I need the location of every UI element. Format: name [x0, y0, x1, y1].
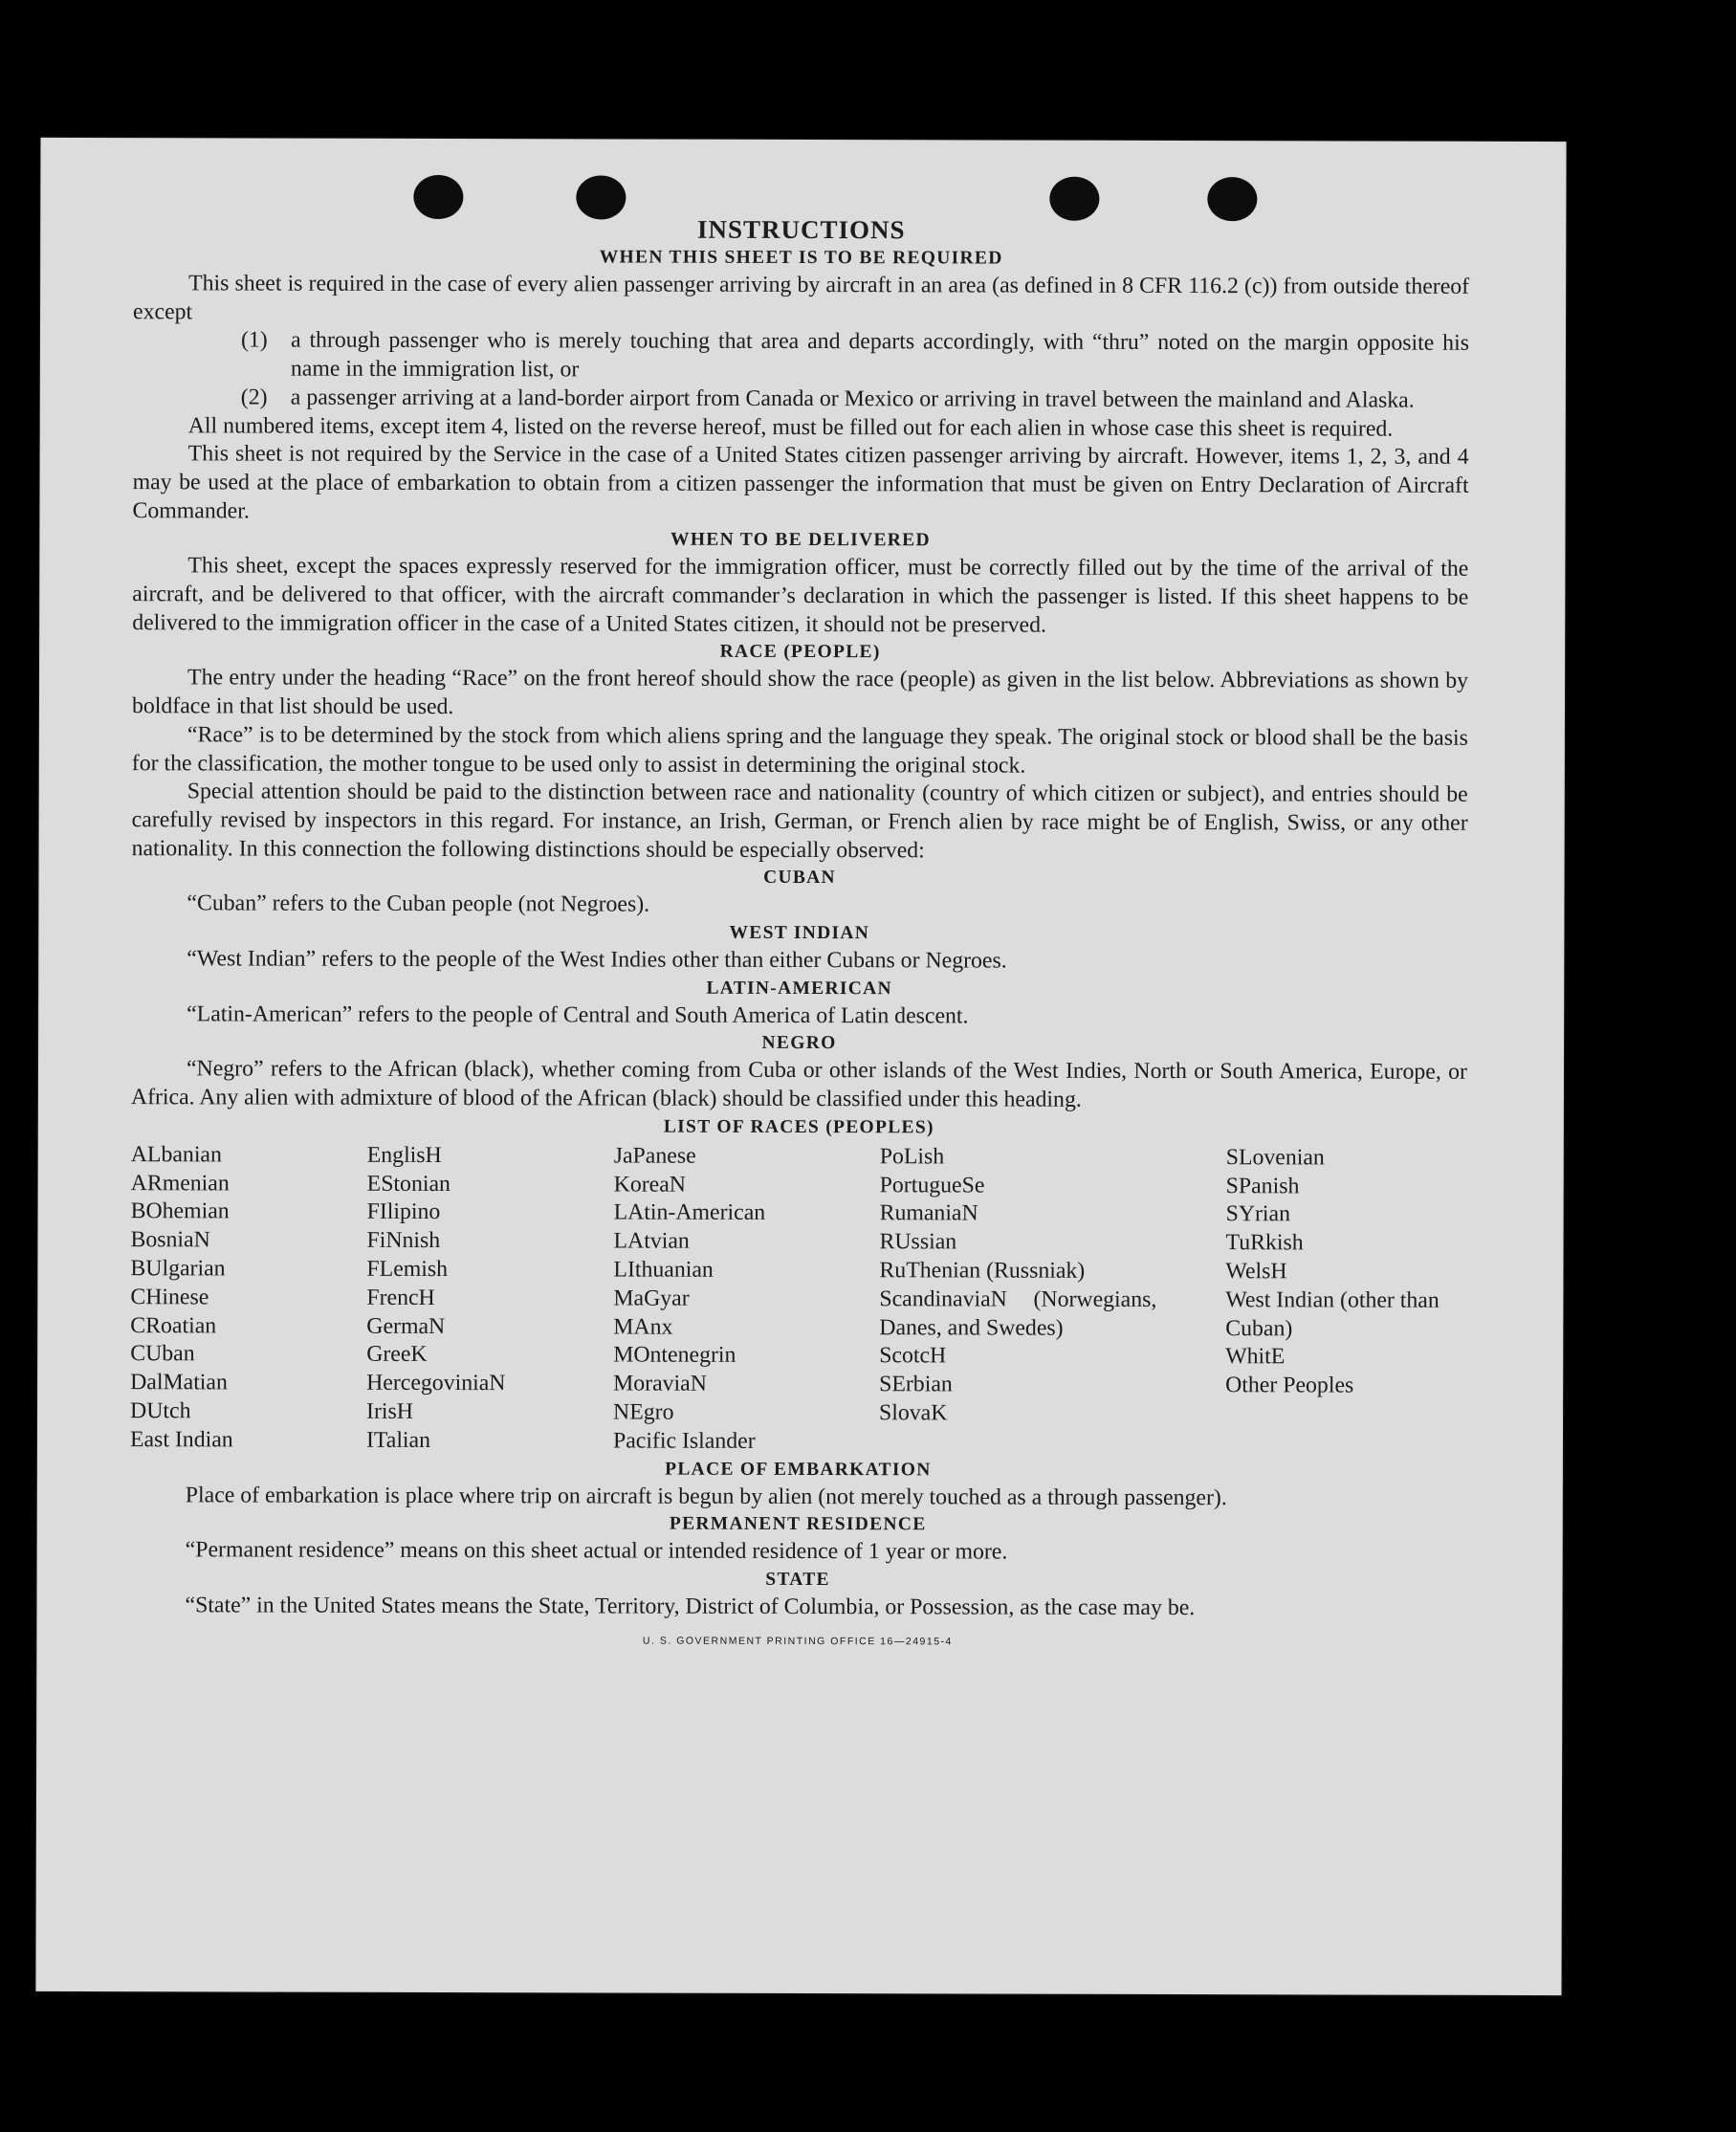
- race-entry: LAtvian: [613, 1228, 690, 1254]
- race-entry: FLemish: [366, 1256, 449, 1283]
- heading-negro: NEGRO: [761, 1033, 837, 1054]
- definition-latin-american: “Latin-American” refers to the people of Central and South America of Latin descent.: [187, 1001, 969, 1029]
- race-entry: LAtin-American: [613, 1199, 766, 1226]
- definition-embarkation: Place of embarkation is place where trip on aircraft is begun by alien (not merely touched as a through passenger).: [185, 1482, 1227, 1510]
- race-entry: MaGyar: [613, 1286, 690, 1311]
- paragraph: “Race” is to be determined by the stock from which aliens spring and the language they speak. The original stock or blood shall be the basis for the classification, the mother tongue to be used only to assist in determining the original stock.: [131, 722, 1468, 779]
- race-entry: East Indian: [129, 1427, 233, 1453]
- race-entry: CHinese: [130, 1285, 209, 1310]
- item-number: (1): [240, 327, 268, 353]
- race-entry: KoreaN: [613, 1172, 687, 1198]
- race-entry: Other Peoples: [1225, 1373, 1354, 1398]
- definition-state: “State” in the United States means the State, Territory, District of Columbia, or Possession, as the case may be.: [185, 1593, 1196, 1621]
- race-entry: TuRkish: [1225, 1230, 1304, 1256]
- definition-residence: “Permanent residence” means on this sheet actual or intended residence of 1 year or more.: [185, 1537, 1008, 1565]
- race-entry: JaPanese: [613, 1143, 696, 1169]
- race-entry: IrisH: [366, 1398, 414, 1424]
- heading-when-delivered: WHEN TO BE DELIVERED: [670, 529, 931, 551]
- race-entry: WelsH: [1225, 1259, 1287, 1285]
- page-title: INSTRUCTIONS: [696, 214, 906, 245]
- race-entry: ScandinaviaN (Norwegians, Danes, and Swedes): [879, 1286, 1157, 1341]
- race-entry: BOhemian: [130, 1198, 230, 1224]
- heading-list-of-races: LIST OF RACES (PEOPLES): [663, 1116, 934, 1138]
- heading-residence: PERMANENT RESIDENCE: [669, 1513, 927, 1535]
- race-column: [130, 1141, 367, 1455]
- race-entry: DUtch: [130, 1398, 191, 1424]
- document-sheet: [35, 138, 1566, 1995]
- race-entry: CRoatian: [130, 1312, 217, 1339]
- list-item: [133, 327, 1469, 387]
- race-column: [879, 1143, 1226, 1458]
- race-entry: EnglisH: [366, 1142, 442, 1168]
- race-entry: RuThenian (Russniak): [879, 1258, 1086, 1284]
- race-entry: West Indian (other than Cuban): [1225, 1287, 1439, 1342]
- race-entry: LIthuanian: [613, 1257, 714, 1283]
- heading-cuban: CUBAN: [763, 868, 836, 889]
- race-entry: Pacific Islander: [612, 1428, 756, 1454]
- race-entry: CUban: [130, 1341, 195, 1367]
- race-entry: FiNnish: [366, 1228, 441, 1254]
- race-entry: GreeK: [366, 1342, 428, 1368]
- race-entry: ITalian: [365, 1427, 431, 1453]
- race-entry: MOntenegrin: [613, 1342, 736, 1369]
- heading-west-indian: WEST INDIAN: [729, 922, 870, 944]
- race-column: [613, 1142, 880, 1456]
- race-entry: DalMatian: [130, 1370, 228, 1396]
- race-entry: WhitE: [1225, 1344, 1286, 1370]
- race-entry: MAnx: [613, 1314, 673, 1340]
- item-text: a through passenger who is merely touching that area and departs accordingly, with “thru” noted on the margin opposite his name in the immigration list, or: [290, 328, 1470, 383]
- heading-latin-american: LATIN-AMERICAN: [706, 978, 892, 1000]
- race-entry: SLovenian: [1225, 1145, 1325, 1171]
- race-entry: GermaN: [366, 1313, 446, 1339]
- race-entry: SYrian: [1225, 1201, 1291, 1227]
- paragraph: This sheet is not required by the Service in the case of a United States citizen passenger arriving by aircraft. However, items 1, 2, 3, and 4 may be used at the place of embarkation to obtain from a citizen passenger the information that must be given on Entry Declaration of Aircraft Commander.: [132, 441, 1469, 524]
- race-entry: RUssian: [879, 1229, 957, 1255]
- heading-when-required: WHEN THIS SHEET IS TO BE REQUIRED: [599, 247, 1003, 269]
- paragraph: Special attention should be paid to the distinction between race and nationality (country of which citizen or subject), and entries should be carefully revised by inspectors in this regard. For instance, an Irish, German, or French alien by race might be of English, Swiss, or any other nationality. In this connection the following distinctions should be especially observed:: [131, 779, 1468, 863]
- definition-negro: “Negro” refers to the African (black), whether coming from Cuba or other islands of the West Indies, North or South America, Europe, or Africa. Any alien with admixture of blood of the African (black) should be classified under this heading.: [130, 1056, 1468, 1112]
- heading-race: RACE (PEOPLE): [719, 642, 881, 663]
- race-entry: SErbian: [879, 1372, 953, 1397]
- item-number: (2): [240, 385, 268, 410]
- race-column: [366, 1142, 614, 1456]
- race-entry: PoLish: [879, 1144, 945, 1170]
- race-entry: BUlgarian: [130, 1256, 226, 1282]
- paragraph: All numbered items, except item 4, listed on the reverse hereof, must be filled out for each alien in whose case this sheet is required.: [187, 412, 1394, 442]
- race-list: [130, 1141, 1467, 1458]
- race-column: [1225, 1144, 1467, 1458]
- paragraph: This sheet is required in the case of every alien passenger arriving by aircraft in an area (as defined in 8 CFR 116.2 (c)) from outside thereof except: [133, 271, 1470, 325]
- race-entry: HercegoviniaN: [366, 1371, 506, 1396]
- race-entry: MoraviaN: [613, 1371, 707, 1396]
- definition-west-indian: “West Indian” refers to the people of the West Indies other than either Cubans or Negroes.: [187, 946, 1007, 974]
- item-text: a passenger arriving at a land-border airport from Canada or Mexico or arriving in travel between the mainland and Alaska.: [290, 385, 1415, 413]
- race-entry: FrencH: [366, 1285, 435, 1310]
- race-entry: FIlipino: [366, 1199, 441, 1225]
- race-entry: SPanish: [1225, 1173, 1300, 1199]
- race-entry: ALbanian: [130, 1142, 222, 1168]
- race-entry: NEgro: [613, 1399, 674, 1425]
- paragraph: The entry under the heading “Race” on the front hereof should show the race (people) as given in the list below. Abbreviations as shown by boldface in that list should be used.: [131, 665, 1469, 720]
- race-entry: EStonian: [366, 1171, 450, 1197]
- race-entry: ARmenian: [130, 1170, 230, 1197]
- heading-state: STATE: [765, 1569, 830, 1591]
- definition-cuban: “Cuban” refers to the Cuban people (not Negroes).: [187, 890, 650, 917]
- race-entry: BosniaN: [130, 1227, 210, 1253]
- printing-office-footer: U. S. GOVERNMENT PRINTING OFFICE 16—24915-4: [642, 1635, 953, 1648]
- list-item: [133, 384, 1469, 415]
- heading-embarkation: PLACE OF EMBARKATION: [665, 1459, 932, 1480]
- race-entry: SlovaK: [879, 1400, 948, 1426]
- race-entry: ScotcH: [879, 1343, 947, 1369]
- instructions-content: [129, 212, 1469, 1658]
- race-entry: PortugueSe: [879, 1172, 985, 1198]
- paragraph: This sheet, except the spaces expressly reserved for the immigration officer, must be correctly filled out by the time of the arrival of the aircraft, and be delivered to that officer, with the aircraft commander’s declaration in which the passenger is listed. If this sheet happens to be delivered to the immigration officer in the case of a United States citizen, it should not be preserved.: [132, 553, 1469, 638]
- race-entry: RumaniaN: [879, 1200, 978, 1226]
